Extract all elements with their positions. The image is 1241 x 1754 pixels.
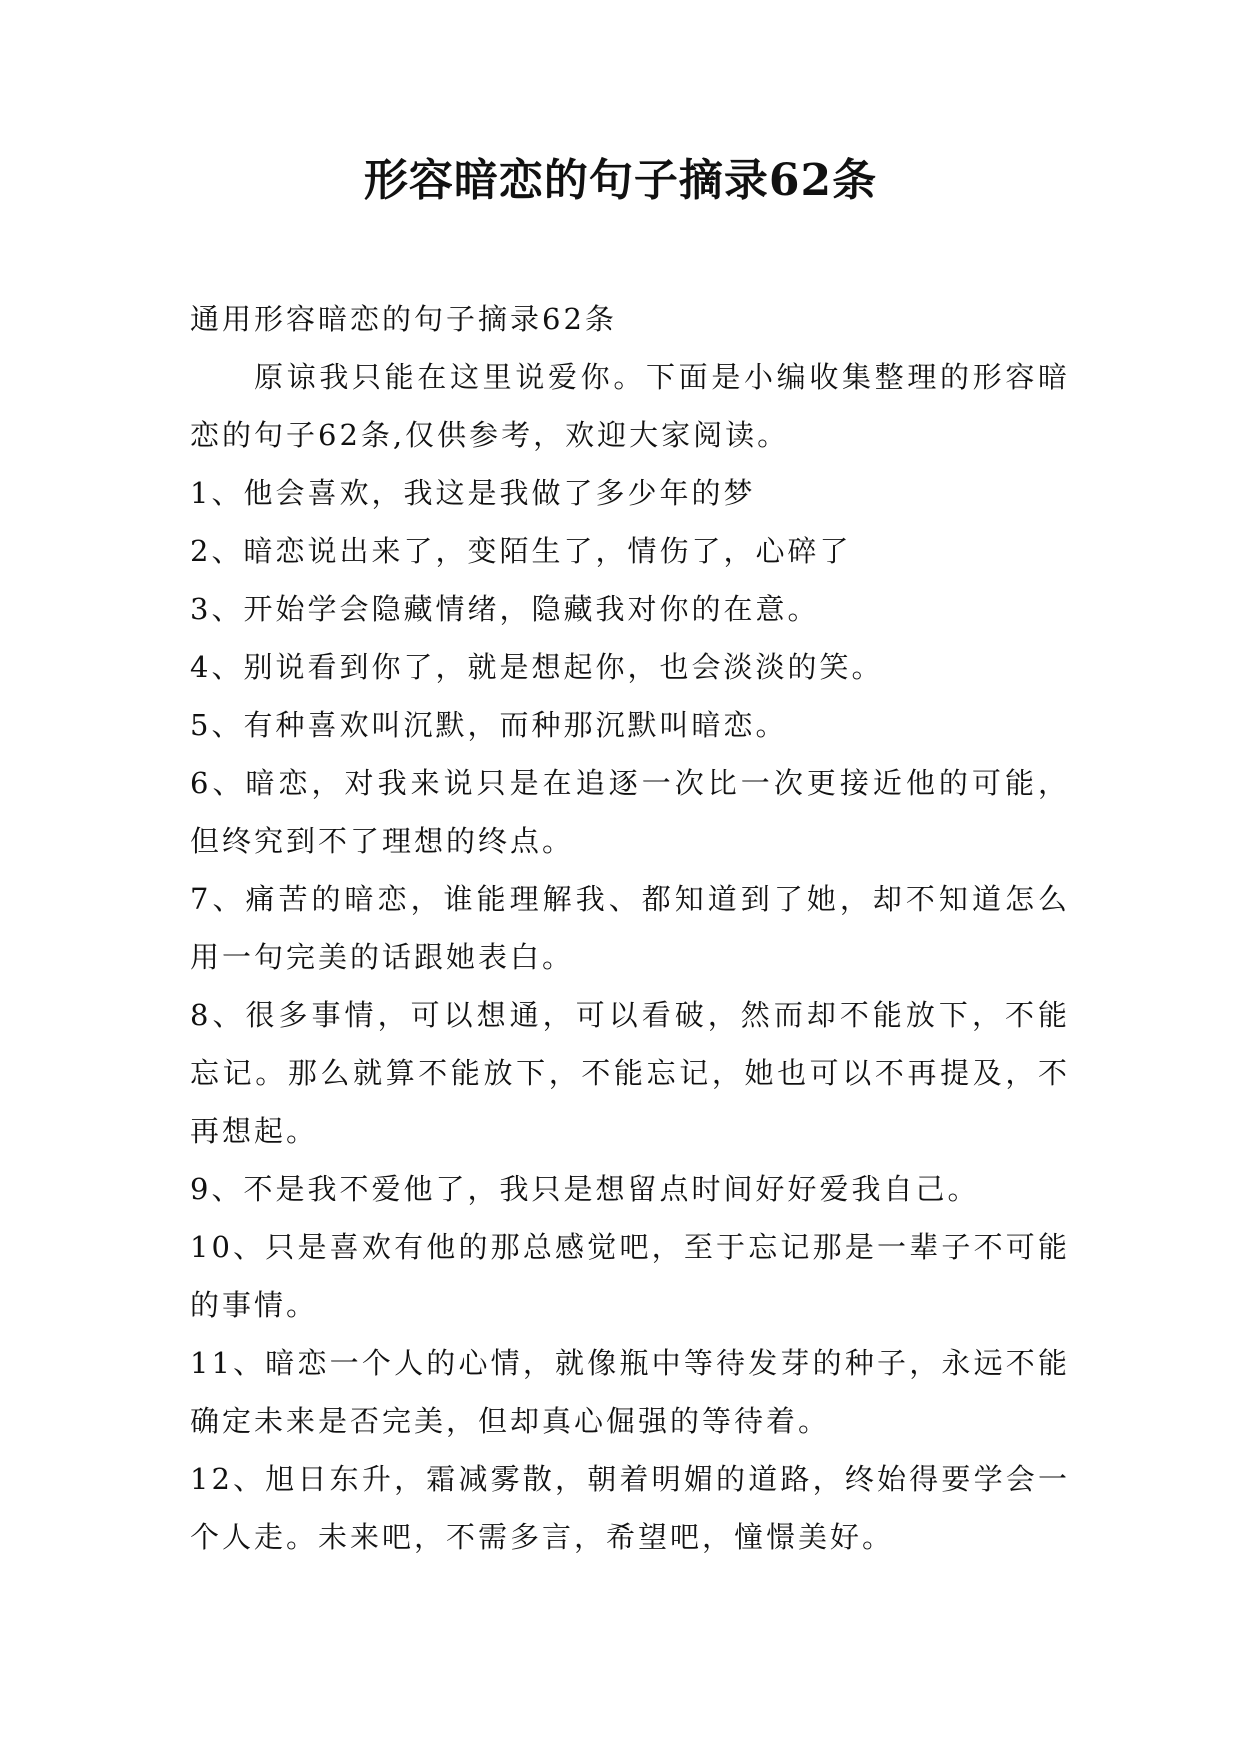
list-item: 1、他会喜欢，我这是我做了多少年的梦 [190,476,756,510]
list-item: 8、很多事情，可以想通，可以看破，然而却不能放下，不能忘记。那么就算不能放下，不能忘记，她也可以不再提及，不再想起。 [190,998,1070,1148]
document-body [190,290,1070,1566]
list-item: 10、只是喜欢有他的那总感觉吧，至于忘记那是一辈子不可能的事情。 [190,1230,1070,1322]
list-item: 3、开始学会隐藏情绪，隐藏我对你的在意。 [190,592,820,626]
document-subtitle: 通用形容暗恋的句子摘录62条 [190,302,617,336]
intro-paragraph: 原谅我只能在这里说爱你。下面是小编收集整理的形容暗恋的句子62条,仅供参考，欢迎大家阅读。 [190,360,1070,452]
list-item: 6、暗恋，对我来说只是在追逐一次比一次更接近他的可能，但终究到不了理想的终点。 [190,766,1070,858]
list-item: 5、有种喜欢叫沉默，而种那沉默叫暗恋。 [190,708,788,742]
list-item: 2、暗恋说出来了，变陌生了，情伤了，心碎了 [190,534,852,568]
list-item: 9、不是我不爱他了，我只是想留点时间好好爱我自己。 [190,1172,980,1206]
list-item: 11、暗恋一个人的心情，就像瓶中等待发芽的种子，永远不能确定未来是否完美，但却真心倔强的等待着。 [190,1346,1070,1438]
list-item: 12、旭日东升，霜减雾散，朝着明媚的道路，终始得要学会一个人走。未来吧，不需多言，希望吧，憧憬美好。 [190,1462,1070,1554]
list-item: 7、痛苦的暗恋，谁能理解我、都知道到了她，却不知道怎么用一句完美的话跟她表白。 [190,882,1070,974]
list-item: 4、别说看到你了，就是想起你，也会淡淡的笑。 [190,650,884,684]
document-title: 形容暗恋的句子摘录62条 [363,155,878,206]
